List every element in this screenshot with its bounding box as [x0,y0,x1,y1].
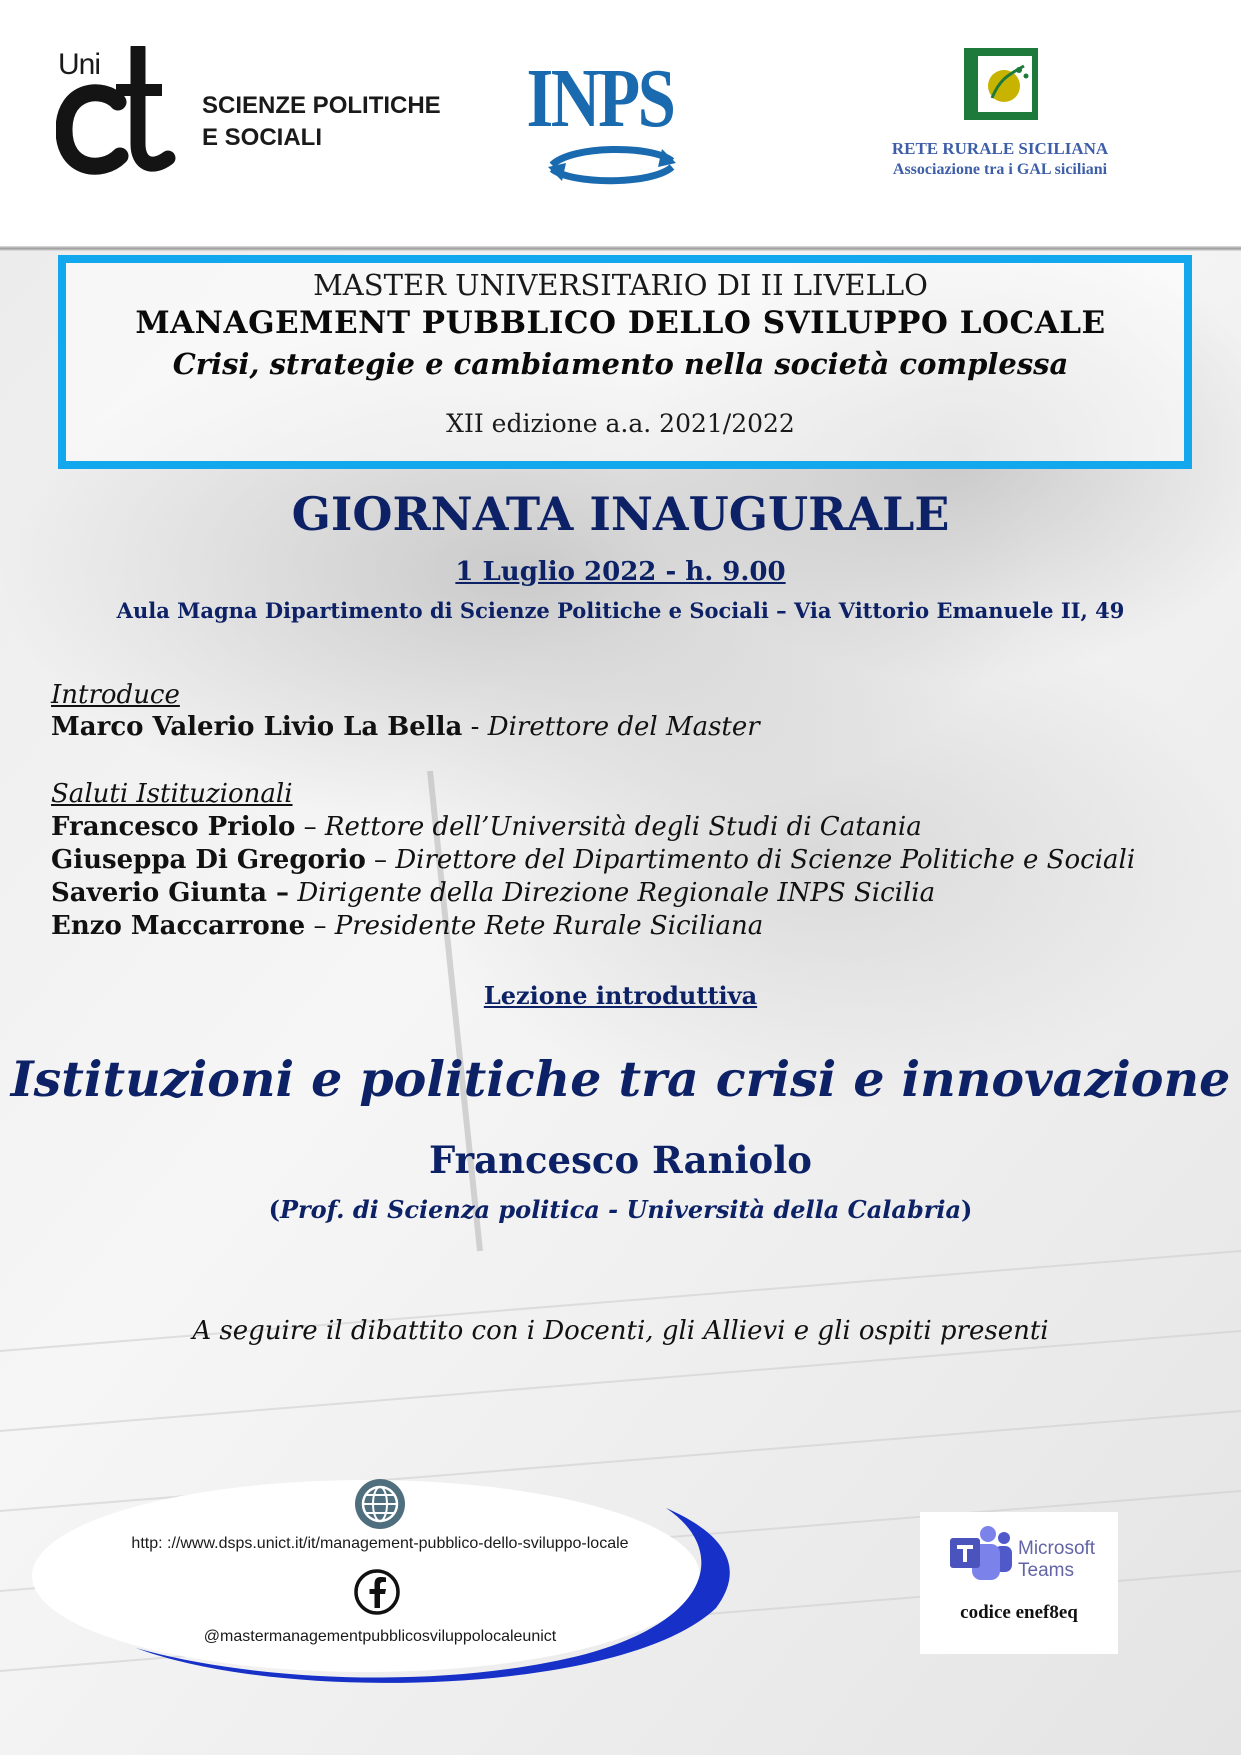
lecture-speaker-affiliation [0,1195,1241,1224]
closing-note: A seguire il dibattito con i Docenti, gli Allievi e gli ospiti presenti [192,1316,1049,1346]
speaker-name: Saverio Giunta – [51,878,290,908]
master-name: MANAGEMENT PUBBLICO DELLO SVILUPPO LOCALE [135,305,1106,341]
leader-logo-icon [964,48,1038,120]
unict-logo [56,46,456,181]
teams-meeting-code: codice enef8eq [960,1602,1078,1623]
saluti-item [51,911,763,941]
event-title: GIORNATA INAUGURALE [291,487,950,541]
teams-box [920,1512,1118,1654]
speaker-role: Presidente Rete Rurale Siciliana [334,911,764,941]
facebook-handle[interactable]: @mastermanagementpubblicosviluppolocaleunict [203,1628,557,1645]
unict-dept-line1: SCIENZE POLITICHE [202,92,441,119]
master-edition: XII edizione a.a. 2021/2022 [446,409,795,438]
speaker-role: Direttore del Dipartimento di Scienze Politiche e Sociali [395,845,1136,875]
teams-brand-line1: Microsoft [1018,1538,1096,1559]
saluti-item [51,812,922,842]
rete-rurale-subtitle: Associazione tra i GAL siciliani [892,161,1108,178]
paren-close: ) [961,1195,973,1224]
rete-rurale-name: RETE RURALE SICILIANA [891,139,1109,158]
unict-uni-text: Uni [58,48,101,81]
saluti-item [51,845,1135,875]
affiliation-text: Prof. di Scienza politica - Università della Calabria [279,1195,962,1224]
lecture-title: Istituzioni e politiche tra crisi e innovazione [10,1050,1231,1108]
unict-dept-line2: E SOCIALI [202,124,323,151]
introduce-speaker [51,712,760,742]
header-band [0,0,1241,246]
speaker-name: Giuseppa Di Gregorio [51,845,366,875]
paren-open: ( [268,1195,280,1224]
inps-wordmark: INPS [526,52,674,145]
speaker-role: Rettore dell’Università degli Studi di Catania [324,812,922,842]
speaker-name: Enzo Maccarrone [51,911,306,941]
event-venue: Aula Magna Dipartimento di Scienze Politiche e Sociali – Via Vittorio Emanuele II, 49 [116,598,1125,623]
speaker-name: Francesco Priolo [51,812,296,842]
master-subtitle: Crisi, strategie e cambiamento nella società complessa [172,347,1069,381]
separator: - [462,712,488,742]
separator: – [295,812,325,842]
globe-icon [353,1477,407,1531]
speaker-role: Direttore del Master [487,712,760,742]
speaker-role: Dirigente della Direzione Regionale INPS Sicilia [297,878,936,908]
teams-brand-line2: Teams [1018,1560,1074,1581]
saluti-label: Saluti Istituzionali [51,779,293,809]
event-date: 1 Luglio 2022 - h. 9.00 [455,557,786,587]
facebook-icon [353,1568,401,1616]
microsoft-teams-icon [948,1524,1012,1586]
website-link[interactable]: http: ://www.dsps.unict.it/it/management-pubblico-dello-sviluppo-locale [131,1535,629,1552]
inps-logo [480,52,720,190]
separator: – [305,911,335,941]
lecture-label: Lezione introduttiva [483,981,758,1010]
speaker-name: Marco Valerio Livio La Bella [51,712,463,742]
introduce-label: Introduce [51,680,180,710]
lecture-speaker: Francesco Raniolo [429,1138,812,1182]
separator: – [365,845,396,875]
inps-arrows-icon [542,143,682,187]
master-level: MASTER UNIVERSITARIO DI II LIVELLO [313,268,928,302]
saluti-item [51,878,935,908]
